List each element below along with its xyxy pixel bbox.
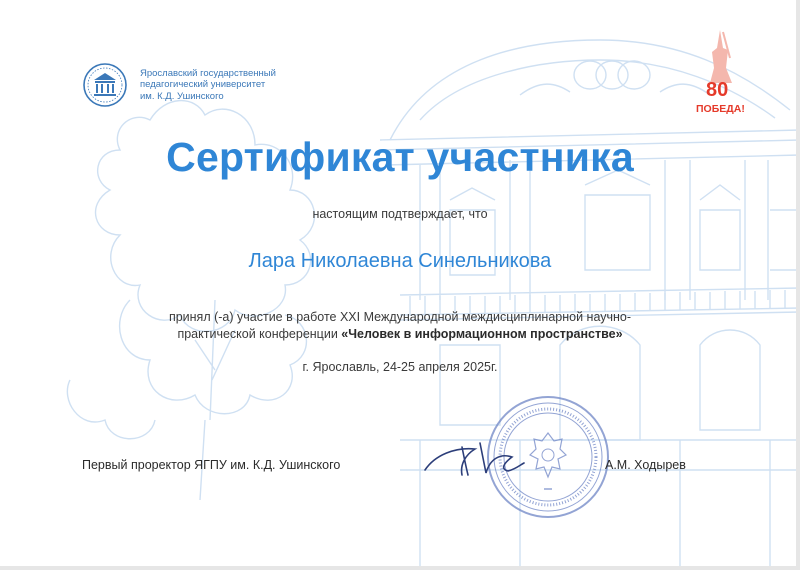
page-edge-bottom [0, 566, 800, 570]
university-name [140, 68, 276, 103]
participation-line-2 [0, 326, 800, 343]
certificate-title: Сертификат участника [166, 134, 634, 180]
participation-line-1: принял (-а) участие в работе XXI Международной междисциплинарной научно- [168, 310, 632, 324]
page-edge-right [796, 0, 800, 570]
university-header [82, 62, 276, 108]
badge-text: ПОБЕДА! [696, 103, 745, 115]
university-logo-icon [82, 62, 128, 108]
confirm-text: настоящим подтверждает, что [312, 207, 488, 221]
university-name-line: педагогический университет [140, 79, 266, 91]
university-name-line: Ярославский государственный [140, 67, 276, 79]
participant-name: Лара Николаевна Синельникова [248, 250, 552, 272]
signer-name: А.М. Ходырев [605, 458, 686, 472]
place-and-date: г. Ярославль, 24-25 апреля 2025г. [302, 360, 498, 374]
university-name-line: им. К.Д. Ушинского [140, 90, 224, 102]
handwritten-signature [420, 435, 530, 480]
participation-text [0, 309, 800, 343]
victory-80-badge [690, 28, 750, 120]
badge-number: 80 [706, 79, 729, 101]
signer-position: Первый проректор ЯГПУ им. К.Д. Ушинского [82, 458, 341, 472]
conference-title: «Человек в информационном пространстве» [341, 327, 623, 341]
participation-line-2-prefix: практической конференции [177, 327, 342, 341]
